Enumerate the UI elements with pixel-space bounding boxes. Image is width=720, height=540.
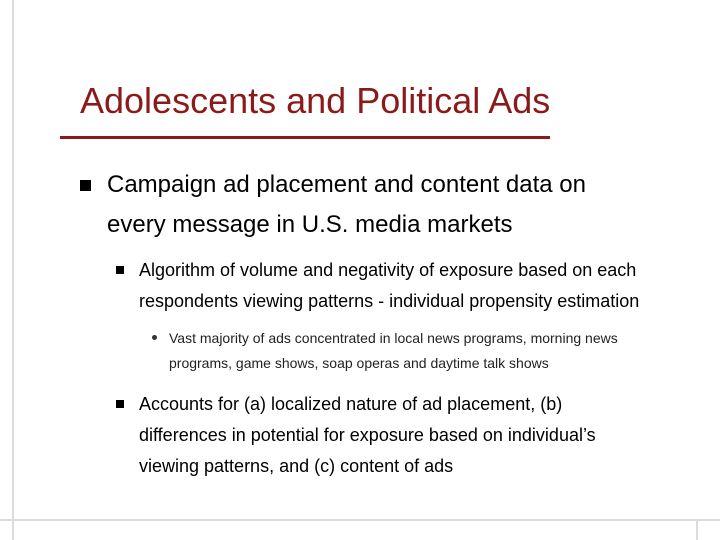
sub-bullet-2-line-2: differences in potential for exposure based on individual’s xyxy=(139,425,596,445)
sub-bullet-1-line-1: Algorithm of volume and negativity of exposure based on each xyxy=(139,260,637,280)
sub-bullet-1-line-2: respondents viewing patterns - individual propensity estimation xyxy=(139,291,640,311)
slide-title: Adolescents and Political Ads xyxy=(80,80,551,121)
frame-corner-line xyxy=(696,519,698,540)
square-bullet-icon xyxy=(116,266,124,274)
bullet-1-line-1: Campaign ad placement and content data on xyxy=(107,171,587,198)
bullet-1-line-2: every message in U.S. media markets xyxy=(107,211,513,238)
title-underline xyxy=(60,136,550,139)
frame-left-line xyxy=(12,0,14,540)
sub-sub-bullet-line-1: Vast majority of ads concentrated in local news programs, morning news xyxy=(169,330,618,346)
square-bullet-icon xyxy=(116,400,124,408)
sub-bullet-2-line-3: viewing patterns, and (c) content of ads xyxy=(139,456,454,476)
sub-bullet-2-line-1: Accounts for (a) localized nature of ad placement, (b) xyxy=(139,394,563,414)
sub-sub-bullet-line-2: programs, game shows, soap operas and daytime talk shows xyxy=(169,355,549,371)
dot-bullet-icon xyxy=(152,335,157,340)
square-bullet-icon xyxy=(80,180,91,191)
frame-bottom-line xyxy=(0,519,720,521)
